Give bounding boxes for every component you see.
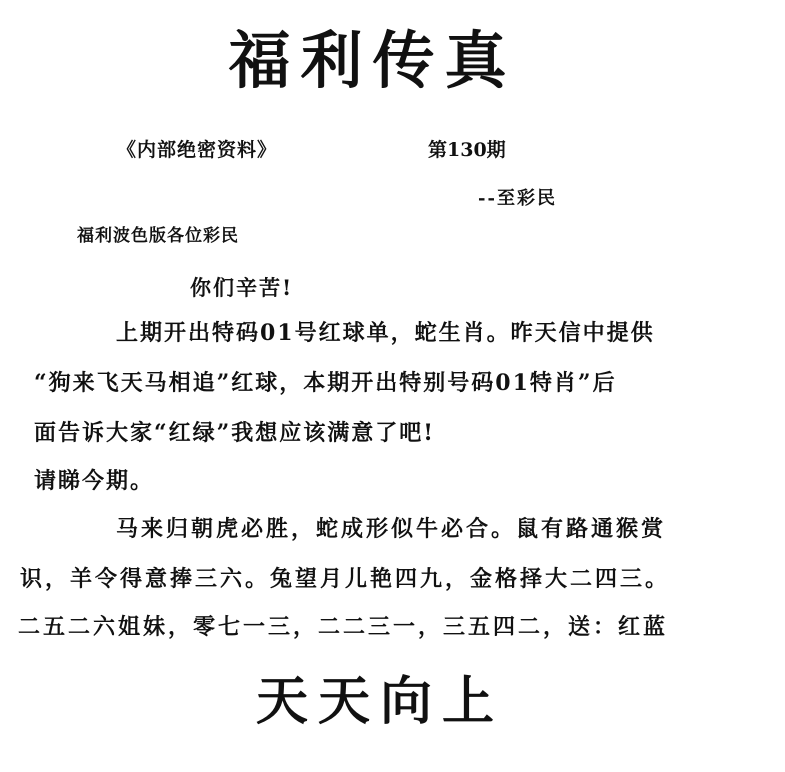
body-line-7: 二五二六姐妹，零七一三，二二三一，三五四二，送：红蓝 <box>18 614 669 640</box>
body-line-2: “狗来飞天马相追”红球，本期开出特别号码01特肖”后 <box>34 370 617 396</box>
confidential-subtitle: 《内部绝密资料》 <box>117 139 278 161</box>
body-line-6: 识，羊令得意捧三六。兔望月儿艳四九，金格择大二四三。 <box>20 566 671 592</box>
recipient-signature: --至彩民 <box>478 188 557 209</box>
body-line-3: 面告诉大家“红绿”我想应该满意了吧! <box>34 420 435 446</box>
greeting-line: 你们辛苦! <box>190 275 294 300</box>
document-title: 福利传真 <box>228 24 517 97</box>
body-line-5: 马来归朝虎必胜，蛇成形似牛必合。鼠有路通猴赏 <box>116 516 667 542</box>
addressee-line: 福利波色版各位彩民 <box>77 226 239 246</box>
issue-number: 第130期 <box>428 139 506 161</box>
body-line-4: 请睇今期。 <box>34 468 155 494</box>
body-line-1: 上期开出特码01号红球单，蛇生肖。昨天信中提供 <box>116 320 655 346</box>
footer-motto: 天天向上 <box>255 671 504 732</box>
